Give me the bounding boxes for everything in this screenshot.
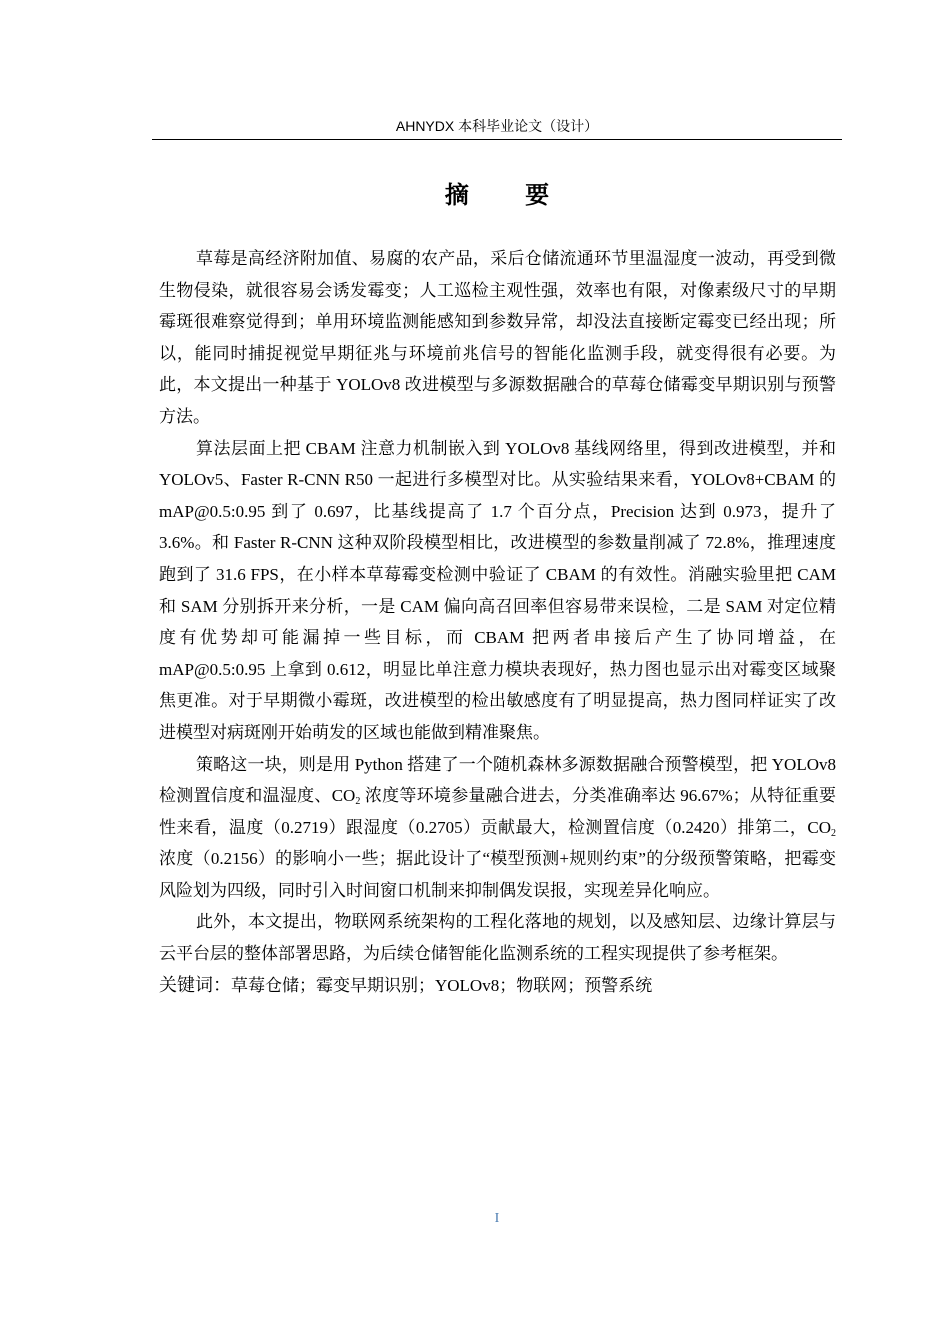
header-rule	[152, 139, 842, 140]
co2-subscript-1: 2	[355, 796, 361, 808]
page-number: I	[494, 1211, 500, 1226]
paragraph-3-part-a: 策略这一块，则是用 Python 搭建了一个随机森林多源数据融合预警模型，把 YOLOv8 检测置信度和温湿度、CO	[159, 754, 836, 806]
keywords-line	[159, 970, 836, 1002]
abstract-title: 摘 要	[444, 181, 574, 209]
paragraph-3-part-c: 浓度（0.2156）的影响小一些；据此设计了“模型预测+规则约束”的分级预警策略，把霉变风险划为四级，同时引入时间窗口机制来抑制偶发误报，实现差异化响应。	[159, 849, 836, 900]
abstract-body	[159, 243, 836, 1001]
paragraph-3-part-b: 浓度等环境参量融合进去，分类准确率达 96.67%；从特征重要性来看，温度（0.2719）跟湿度（0.2705）贡献最大，检测置信度（0.2420）排第二，CO	[159, 786, 836, 837]
abstract-paragraph-3	[159, 749, 836, 907]
abstract-paragraph-4: 此外，本文提出，物联网系统架构的工程化落地的规划，以及感知层、边缘计算层与云平台层的整体部署思路，为后续仓储智能化监测系统的工程实现提供了参考框架。	[159, 912, 836, 964]
co2-subscript-2: 2	[831, 827, 836, 839]
keywords-label: 关键词：	[159, 974, 231, 996]
running-header: AHNYDX 本科毕业论文（设计）	[395, 118, 599, 134]
abstract-paragraph-2: 算法层面上把 CBAM 注意力机制嵌入到 YOLOv8 基线网络里，得到改进模型，并和 YOLOv5、Faster R-CNN R50 一起进行多模型对比。从实验结果来看，YOLOv8+CBAM 的 mAP@0.5:0.95 到了 0.697，比基线提高了 1.7 个百分点，Precision 达到 0.973，提升了 3.6%。和 Faster R-CNN 这种双阶段模型相比，改进模型的参数量削减了 72.8%，推理速度跑到了 31.6 FPS，在小样本草莓霉变检测中验证了 CBAM 的有效性。消融实验里把 CAM 和 SAM 分别拆开来分析，一是 CAM 偏向高召回率但容易带来误检，二是 SAM 对定位精度有优势却可能漏掉一些目标，而 CBAM 把两者串接后产生了协同增益，在 mAP@0.5:0.95 上拿到 0.612，明显比单注意力模块表现好，热力图也显示出对霉变区域聚焦更准。对于早期微小霉斑，改进模型的检出敏感度有了明显提高，热力图同样证实了改进模型对病斑刚开始萌发的区域也能做到精准聚焦。	[159, 438, 836, 742]
keywords-text: 草莓仓储；霉变早期识别；YOLOv8；物联网；预警系统	[231, 975, 653, 995]
abstract-paragraph-1: 草莓是高经济附加值、易腐的农产品，采后仓储流通环节里温湿度一波动，再受到微生物侵染，就很容易会诱发霉变；人工巡检主观性强，效率也有限，对像素级尺寸的早期霉斑很难察觉得到；单用环境监测能感知到参数异常，却没法直接断定霉变已经出现；所以，能同时捕捉视觉早期征兆与环境前兆信号的智能化监测手段，就变得很有必要。为此，本文提出一种基于 YOLOv8 改进模型与多源数据融合的草莓仓储霉变早期识别与预警方法。	[159, 249, 836, 426]
